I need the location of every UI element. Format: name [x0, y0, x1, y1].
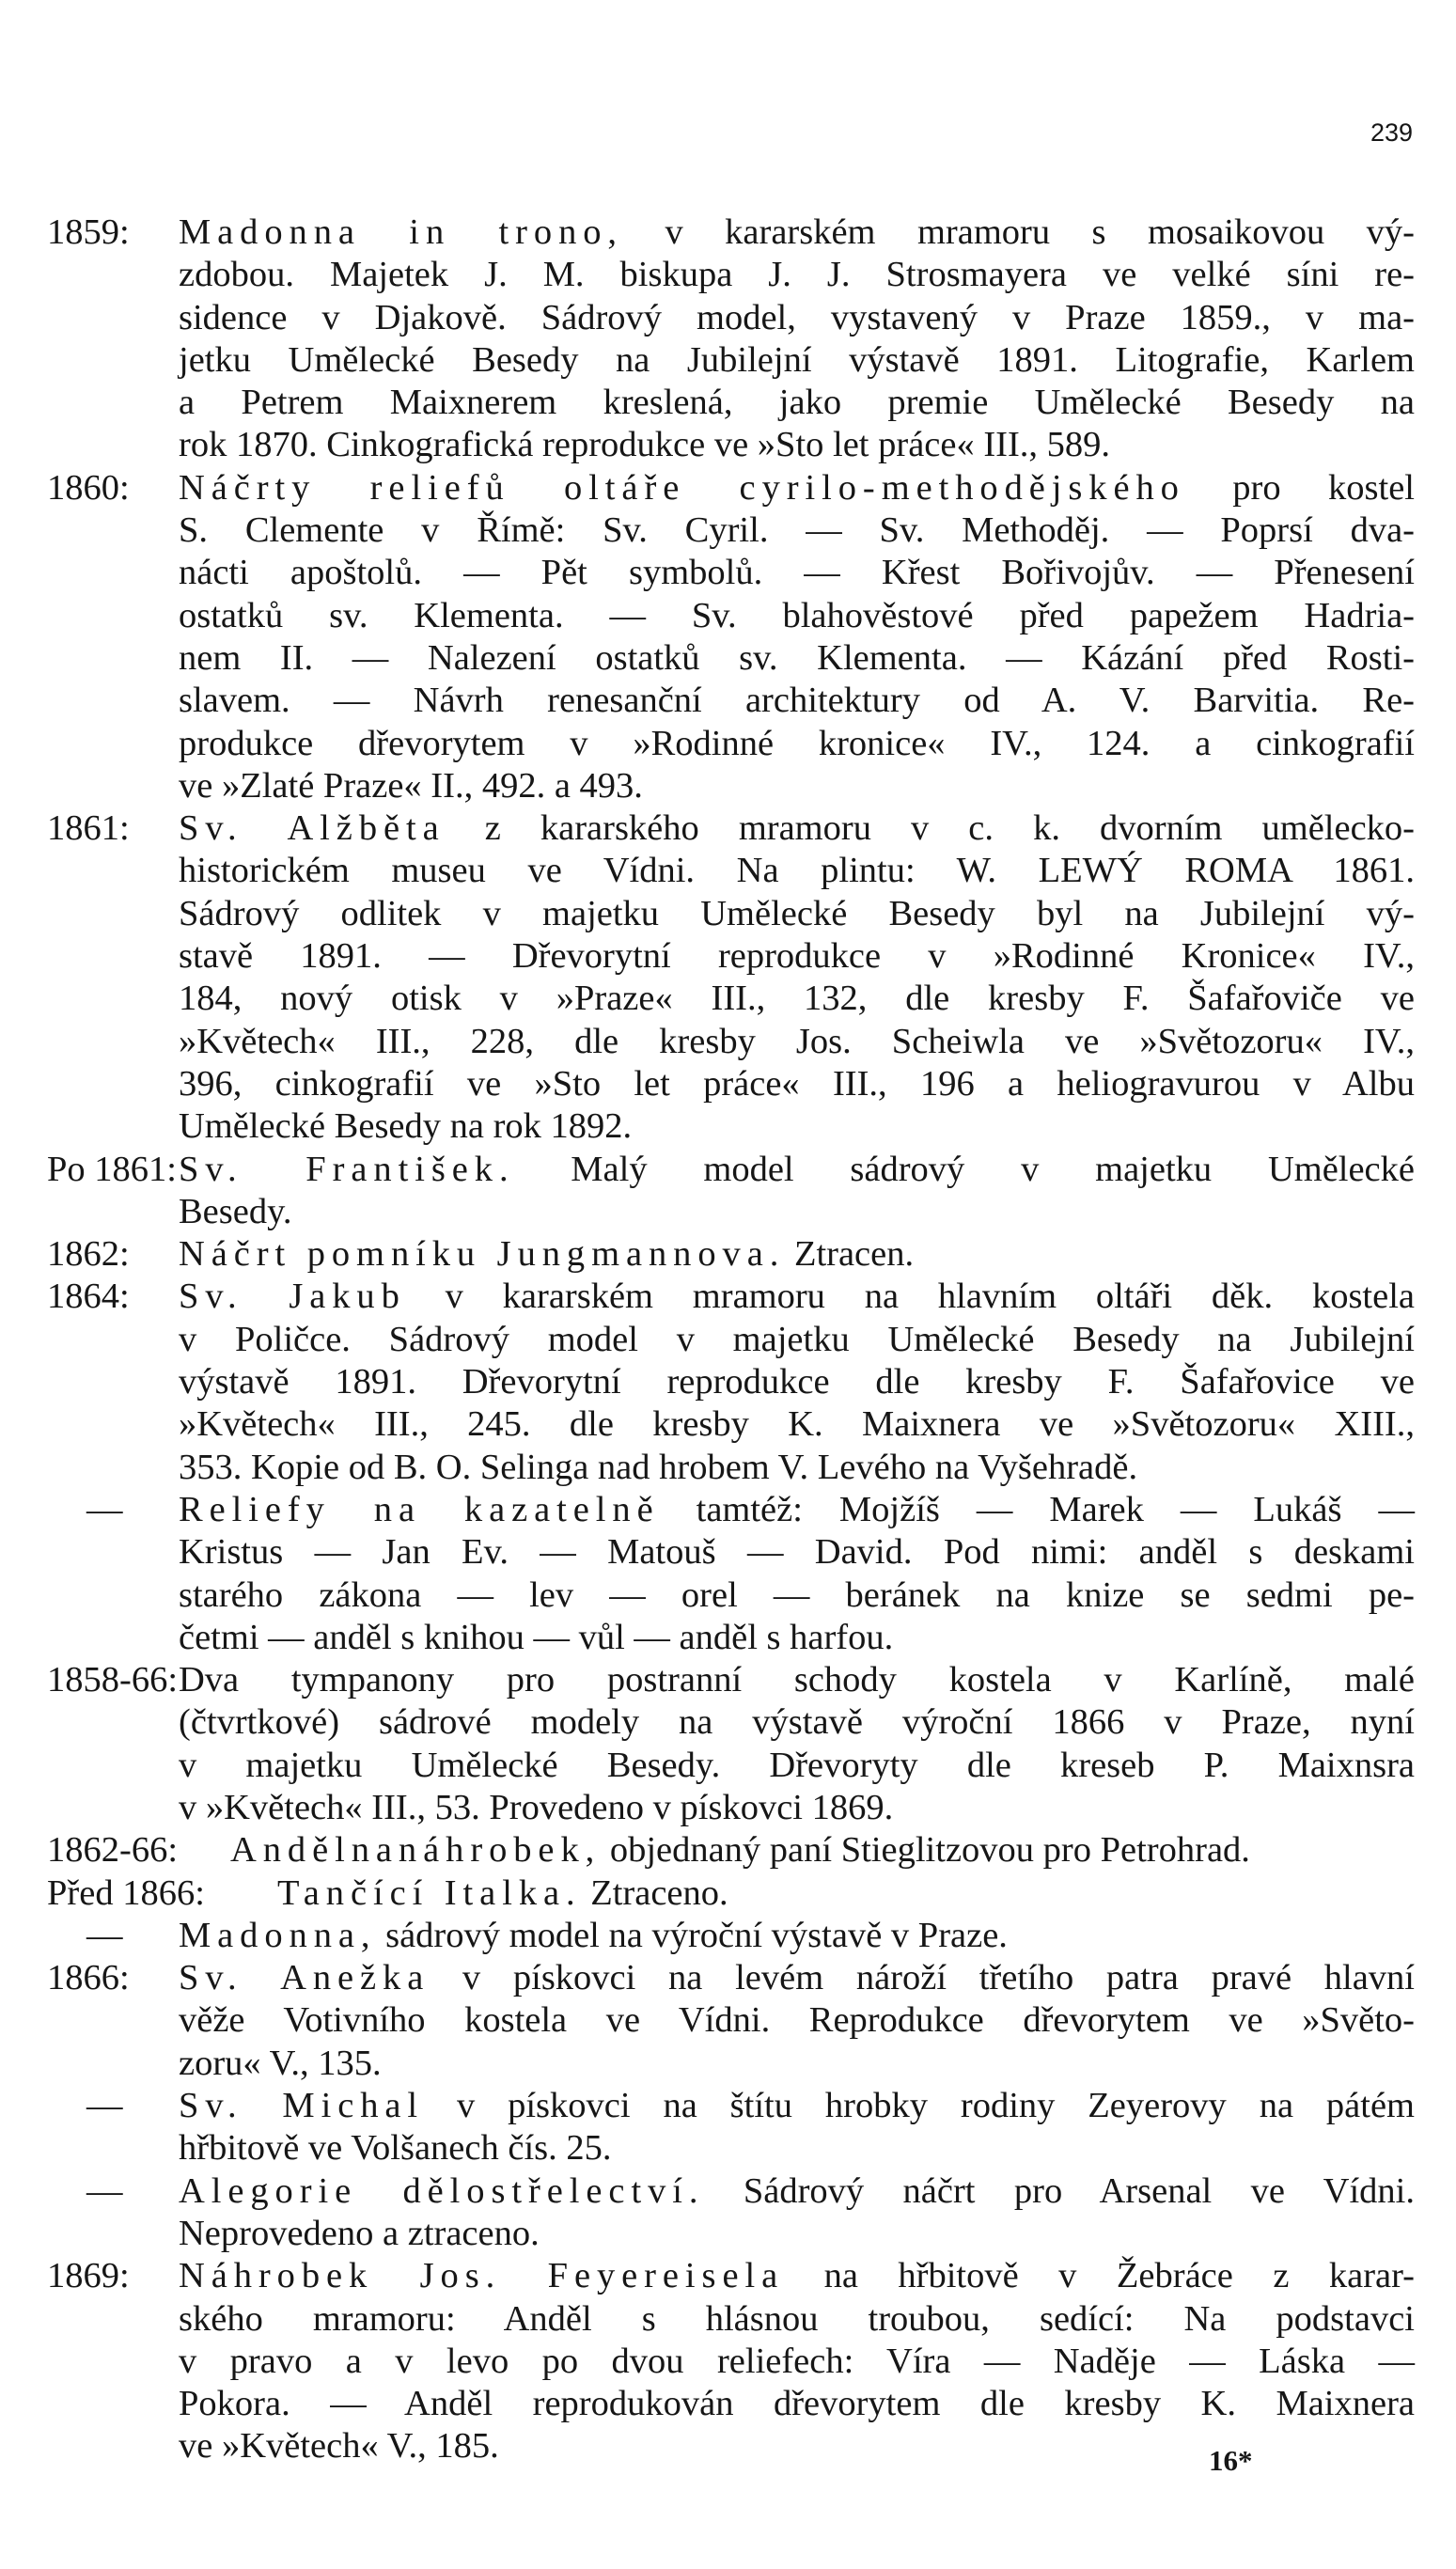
spaced-title: Sv. Jakub: [179, 1277, 406, 1317]
entry-date: 1869:: [47, 2256, 130, 2296]
entry-line: [47, 1915, 1415, 1957]
entry-text: zdobou. Majetek J. M. biskupa J. J. Strosmayera ve velké síni re-: [179, 255, 1415, 295]
entry-text: pro kostel: [1184, 467, 1415, 508]
entry-text: v kararském mramoru na hlavním oltáři děk. kostela: [405, 1277, 1415, 1317]
entry-line: [47, 2341, 1415, 2383]
entry-line: [47, 2255, 1415, 2297]
entry-text: ve »Květech« V., 185.: [179, 2426, 499, 2467]
entry-line: [47, 723, 1415, 765]
entry-line: [47, 935, 1415, 978]
entry-line: [47, 850, 1415, 892]
entry-text: jetku Umělecké Besedy na Jubilejní výstavě 1891. Litografie, Karlem: [179, 339, 1415, 380]
entry-text: rok 1870. Cinkografická reprodukce ve »Sto let práce« III., 589.: [179, 425, 1111, 465]
entry-line: [47, 1063, 1415, 1105]
entry-line: [47, 2170, 1415, 2213]
entry-line: [47, 1233, 1415, 1276]
entry-line: [47, 1957, 1415, 1999]
entry-text: stavě 1891. — Dřevorytní reprodukce v »Rodinné Kronice« IV.,: [179, 936, 1415, 977]
entry-date: 1866:: [47, 1958, 130, 1998]
entry-date: 1860:: [47, 467, 130, 508]
entry-text: Ztraceno.: [581, 1872, 728, 1913]
entry-line: [47, 1191, 1415, 1233]
spaced-title: Reliefy na kazatelně: [179, 1489, 660, 1529]
entry-text: Neprovedeno a ztraceno.: [179, 2213, 540, 2253]
spaced-title: Andělnanáhrobek,: [230, 1830, 602, 1871]
entry-text: ve »Zlaté Praze« II., 492. a 493.: [179, 765, 643, 806]
catalogue-entry: [47, 2085, 1415, 2170]
page-number: 239: [1370, 118, 1413, 147]
entry-text: z kararského mramoru v c. k. dvorním umělecko-: [445, 808, 1415, 849]
spaced-title: Náhrobek Jos. Feyereisela: [179, 2256, 785, 2296]
entry-line: [47, 1149, 1415, 1191]
entry-line: [47, 1659, 1415, 1701]
entry-text: »Květech« III., 245. dle kresby K. Maixnera ve »Světozoru« XIII.,: [179, 1404, 1415, 1445]
entry-line: [47, 637, 1415, 680]
signature-mark: 16*: [1209, 2444, 1253, 2477]
entry-text: S. Clemente v Římě: Sv. Cyril. — Sv. Methoděj. — Poprsí dva-: [179, 510, 1415, 551]
entry-date: 1862-66:: [47, 1830, 179, 1871]
spaced-title: Tančící Italka.: [277, 1872, 582, 1913]
entry-line: [47, 1489, 1415, 1531]
entry-text: slavem. — Návrh renesanční architektury od A. V. Barvitia. Re-: [179, 681, 1415, 721]
entry-text: Besedy.: [179, 1191, 292, 1231]
entry-line: [47, 1872, 1415, 1915]
entry-line: [47, 1745, 1415, 1787]
entry-text: v kararském mramoru s mosaikovou vý-: [622, 212, 1415, 252]
catalogue-entry: [47, 1149, 1415, 1234]
entry-line: [47, 1701, 1415, 1744]
entry-line: [47, 254, 1415, 296]
entry-line: [47, 1021, 1415, 1063]
entry-date: Po 1861:: [47, 1149, 177, 1189]
entry-text: Umělecké Besedy na rok 1892.: [179, 1106, 633, 1147]
entry-date: —: [86, 1915, 123, 1955]
spaced-title: Sv. Alžběta: [179, 808, 446, 849]
entry-line: [47, 2085, 1415, 2127]
catalogue-entries: [47, 211, 1415, 2468]
catalogue-entry: [47, 2255, 1415, 2467]
catalogue-entry: [47, 2170, 1415, 2256]
entry-date: 1859:: [47, 212, 130, 252]
entry-line: [47, 978, 1415, 1020]
entry-text: Ztracen.: [785, 1234, 915, 1275]
entry-line: [47, 424, 1415, 466]
entry-text: Sádrový náčrt pro Arsenal ve Vídni.: [704, 2170, 1416, 2211]
spaced-title: Madonna,: [179, 1915, 377, 1955]
spaced-title: Alegorie dělostřelectví.: [179, 2170, 705, 2211]
entry-line: [47, 595, 1415, 637]
entry-text: v majetku Umělecké Besedy. Dřevoryty dle kreseb P. Maixnsra: [179, 1745, 1415, 1785]
spaced-title: Náčrt pomníku Jungmannova.: [179, 1234, 786, 1275]
catalogue-entry: [47, 1915, 1415, 1957]
entry-text: sádrový model na výroční výstavě v Praze.: [376, 1915, 1008, 1955]
spaced-title: Sv. František.: [179, 1149, 515, 1189]
entry-text: Dva tympanony pro postranní schody kostela v Karlíně, malé: [179, 1660, 1415, 1700]
entry-line: [47, 1531, 1415, 1574]
entry-line: [47, 765, 1415, 807]
entry-text: výstavě 1891. Dřevorytní reprodukce dle kresby F. Šafařovice ve: [179, 1362, 1415, 1402]
entry-line: [47, 2127, 1415, 2170]
entry-date: 1864:: [47, 1277, 130, 1317]
entry-line: [47, 1319, 1415, 1361]
catalogue-entry: [47, 467, 1415, 807]
entry-text: zoru« V., 135.: [179, 2043, 382, 2083]
entry-line: [47, 2383, 1415, 2425]
entry-line: [47, 382, 1415, 424]
entry-text: historickém museu ve Vídni. Na plintu: W. LEWÝ ROMA 1861.: [179, 851, 1415, 891]
entry-text: nem II. — Nalezení ostatků sv. Klementa. — Kázání před Rosti-: [179, 637, 1415, 678]
entry-line: [47, 893, 1415, 935]
entry-line: [47, 1403, 1415, 1446]
entry-line: [47, 211, 1415, 254]
catalogue-entry: [47, 1659, 1415, 1829]
entry-date: 1862:: [47, 1234, 130, 1275]
spaced-title: Sv. Anežka: [179, 1958, 431, 1998]
entry-date: 1858-66:: [47, 1660, 179, 1700]
entry-date: Před 1866:: [47, 1872, 205, 1913]
catalogue-entry: [47, 1872, 1415, 1915]
entry-text: starého zákona — lev — orel — beránek na knize se sedmi pe-: [179, 1574, 1415, 1615]
entry-text: v pískovci na levém nároží třetího patra pravé hlavní: [430, 1958, 1415, 1998]
entry-text: a Petrem Maixnerem kreslená, jako premie Umělecké Besedy na: [179, 383, 1415, 423]
entry-text: »Květech« III., 228, dle kresby Jos. Scheiwla ve »Světozoru« IV.,: [179, 1021, 1415, 1061]
spaced-title: Madonna in trono,: [179, 212, 623, 252]
entry-line: [47, 2043, 1415, 2085]
entry-line: [47, 297, 1415, 339]
entry-text: produkce dřevorytem v »Rodinné kronice« IV., 124. a cinkografií: [179, 723, 1415, 763]
entry-text: 353. Kopie od B. O. Selinga nad hrobem V. Levého na Vyšehradě.: [179, 1447, 1138, 1487]
entry-line: [47, 1361, 1415, 1403]
entry-line: [47, 339, 1415, 382]
entry-date: —: [86, 2086, 123, 2126]
entry-date: —: [86, 1489, 123, 1529]
entry-line: [47, 1829, 1415, 1872]
entry-line: [47, 1574, 1415, 1617]
entry-text: ského mramoru: Anděl s hlásnou troubou, sedící: Na podstavci: [179, 2298, 1415, 2339]
entry-line: [47, 1617, 1415, 1659]
catalogue-entry: [47, 1489, 1415, 1659]
entry-text: ostatků sv. Klementa. — Sv. blahověstové před papežem Hadria-: [179, 595, 1415, 635]
entry-line: [47, 1999, 1415, 2042]
catalogue-entry: [47, 1276, 1415, 1488]
catalogue-entry: [47, 1829, 1415, 1872]
entry-text: v pískovci na štítu hrobky rodiny Zeyerovy na pátém: [424, 2086, 1416, 2126]
entry-date: 1861:: [47, 808, 130, 849]
entry-text: Kristus — Jan Ev. — Matouš — David. Pod nimi: anděl s deskami: [179, 1532, 1415, 1573]
entry-line: [47, 1787, 1415, 1829]
entry-line: [47, 2213, 1415, 2255]
entry-text: tamtéž: Mojžíš — Marek — Lukáš —: [659, 1489, 1415, 1529]
entry-line: [47, 680, 1415, 722]
entry-text: sidence v Djakově. Sádrový model, vystavený v Praze 1859., v ma-: [179, 297, 1415, 337]
entry-text: 396, cinkografií ve »Sto let práce« III., 196 a heliogravurou v Albu: [179, 1063, 1415, 1104]
catalogue-entry: [47, 807, 1415, 1148]
entry-text: hřbitově ve Volšanech čís. 25.: [179, 2128, 612, 2169]
entry-text: objednaný paní Stieglitzovou pro Petrohrad.: [601, 1830, 1250, 1871]
entry-text: na hřbitově v Žebráce z karar-: [784, 2256, 1415, 2296]
entry-line: [47, 1105, 1415, 1148]
entry-text: v pravo a v levo po dvou reliefech: Víra — Naděje — Láska —: [179, 2341, 1415, 2381]
entry-line: [47, 2298, 1415, 2341]
entry-line: [47, 467, 1415, 509]
catalogue-entry: [47, 1957, 1415, 2085]
entry-text: četmi — anděl s knihou — vůl — anděl s harfou.: [179, 1617, 894, 1657]
entry-text: v Poličce. Sádrový model v majetku Umělecké Besedy na Jubilejní: [179, 1319, 1415, 1359]
entry-line: [47, 1447, 1415, 1489]
entry-line: [47, 509, 1415, 552]
entry-line: [47, 552, 1415, 594]
catalogue-entry: [47, 1233, 1415, 1276]
entry-text: nácti apoštolů. — Pět symbolů. — Křest Bořivojův. — Přenesení: [179, 553, 1415, 593]
entry-text: Malý model sádrový v majetku Umělecké: [514, 1149, 1415, 1189]
entry-text: (čtvrtkové) sádrové modely na výstavě výroční 1866 v Praze, nyní: [179, 1702, 1415, 1743]
entry-line: [47, 1276, 1415, 1318]
entry-date: —: [86, 2170, 123, 2211]
entry-text: Sádrový odlitek v majetku Umělecké Besedy byl na Jubilejní vý-: [179, 893, 1415, 933]
entry-line: [47, 807, 1415, 850]
entry-text: Pokora. — Anděl reprodukován dřevorytem dle kresby K. Maixnera: [179, 2384, 1415, 2424]
entry-text: 184, nový otisk v »Praze« III., 132, dle kresby F. Šafařoviče ve: [179, 979, 1415, 1019]
spaced-title: Náčrty reliefů oltáře cyrilo-methodějského: [179, 467, 1185, 508]
entry-text: v »Květech« III., 53. Provedeno v pískovci 1869.: [179, 1787, 894, 1827]
catalogue-entry: [47, 211, 1415, 467]
spaced-title: Sv. Michal: [179, 2086, 425, 2126]
entry-text: věže Votivního kostela ve Vídni. Reprodukce dřevorytem ve »Světo-: [179, 2000, 1415, 2041]
